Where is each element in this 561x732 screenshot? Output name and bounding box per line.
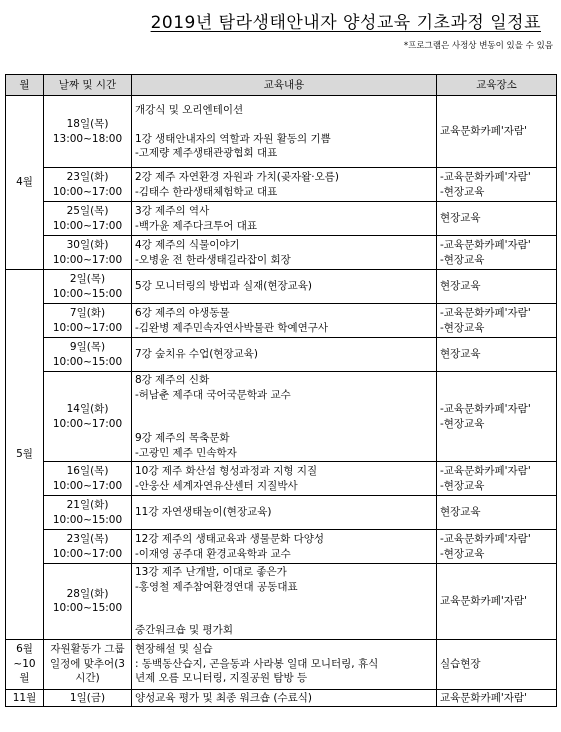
place-cell <box>437 270 557 304</box>
time-text: 10:00~17:00 <box>52 479 123 492</box>
date-time-cell <box>44 202 132 236</box>
place-cell <box>437 202 557 236</box>
date-text: 23일(목) <box>66 533 109 545</box>
date-time-cell <box>44 372 132 462</box>
time-text: 13:00~18:00 <box>52 132 123 145</box>
schedule-table <box>5 74 557 707</box>
content-cell <box>132 236 437 270</box>
date-time-cell <box>44 168 132 202</box>
spacer <box>135 594 433 609</box>
place-line: 현장교육 <box>440 348 481 361</box>
content-cell <box>132 338 437 372</box>
date-time-cell <box>44 236 132 270</box>
time-text: 10:00~15:00 <box>52 287 123 300</box>
content-line: -허남춘 제주대 국어국문학과 교수 <box>135 388 291 401</box>
table-row <box>6 496 557 530</box>
time-text: 10:00~15:00 <box>52 513 123 526</box>
table-row <box>6 270 557 304</box>
date-time-cell <box>44 530 132 564</box>
place-line: 실습현장 <box>440 657 481 670</box>
place-cell <box>437 639 557 689</box>
time-text: 10:00~15:00 <box>52 602 123 615</box>
table-row <box>6 168 557 202</box>
place-cell <box>437 372 557 462</box>
date-time-cell <box>44 96 132 168</box>
content-cell <box>132 564 437 640</box>
place-line: -현장교육 <box>440 253 485 266</box>
table-row <box>6 462 557 496</box>
time-text: 10:00~17:00 <box>52 417 123 430</box>
content-line: 7강 숲치유 수업(현장교육) <box>135 348 258 361</box>
content-line: 양성교육 평가 및 최종 워크숍 (수료식) <box>135 691 313 704</box>
place-cell <box>437 338 557 372</box>
place-line: -현장교육 <box>440 479 485 492</box>
content-line: -백가윤 제주다크투어 대표 <box>135 219 258 232</box>
place-line: -교육문화카페'자람' <box>440 465 531 477</box>
date-time-cell <box>44 338 132 372</box>
content-cell <box>132 96 437 168</box>
date-text: 18일(목) <box>66 118 109 130</box>
place-line: -현장교육 <box>440 547 485 560</box>
date-text: 2일(목) <box>69 273 106 285</box>
content-line: 12강 제주의 생태교육과 생물문화 다양성 <box>135 533 324 545</box>
content-line: 11강 자연생태놀이(현장교육) <box>135 506 272 519</box>
content-cell <box>132 372 437 462</box>
content-line: -고광민 제주 민속학자 <box>135 446 237 459</box>
date-text: 자원활동가 그룹 일정에 맞추어(3시간) <box>50 643 125 685</box>
place-line: 교육문화카페'자람' <box>440 125 527 138</box>
content-cell <box>132 462 437 496</box>
month-cell: 6월 ~10 월 <box>6 639 44 689</box>
place-cell <box>437 168 557 202</box>
place-line: -현장교육 <box>440 321 485 334</box>
place-line: 현장교육 <box>440 212 481 225</box>
content-line: 4강 제주의 식물이야기 <box>135 239 240 251</box>
content-line: -안웅산 세계자연유산센터 지질박사 <box>135 479 298 492</box>
date-text: 28일(화) <box>66 587 109 600</box>
content-line: -김완병 제주민속자연사박물관 학예연구사 <box>135 321 329 334</box>
content-line: -김태수 한라생태체험학교 대표 <box>135 185 278 198</box>
place-cell <box>437 564 557 640</box>
table-row <box>6 372 557 462</box>
table-row <box>6 338 557 372</box>
place-cell <box>437 689 557 707</box>
date-time-cell <box>44 462 132 496</box>
content-line: 5강 모니터링의 방법과 실재(현장교육) <box>135 280 313 293</box>
date-text: 14일(화) <box>66 403 109 415</box>
header-place: 교육장소 <box>437 75 557 96</box>
content-line: -오병윤 전 한라생태길라잡이 회장 <box>135 253 291 266</box>
content-line: : 동백동산습지, 곤을동과 사라봉 일대 모니터링, 휴식 <box>135 657 379 670</box>
content-line: 8강 제주의 신화 <box>135 374 210 386</box>
content-line: 9강 제주의 목축문화 <box>135 432 230 444</box>
place-line: 교육문화카페'자람' <box>440 595 527 607</box>
place-line: -교육문화카페'자람' <box>440 533 531 545</box>
content-line: 10강 제주 화산섬 형성과정과 지형 지질 <box>135 465 318 477</box>
spacer <box>135 609 433 624</box>
date-text: 23일(화) <box>66 171 109 183</box>
place-line: -교육문화카페'자람' <box>440 239 531 251</box>
table-row <box>6 202 557 236</box>
spacer <box>135 117 433 132</box>
place-line: 현장교육 <box>440 506 481 519</box>
content-cell <box>132 304 437 338</box>
date-text: 16일(목) <box>66 465 109 477</box>
content-cell <box>132 639 437 689</box>
table-row <box>6 236 557 270</box>
table-header-row <box>6 75 557 96</box>
date-time-cell <box>44 564 132 640</box>
content-cell <box>132 689 437 707</box>
date-text: 9일(목) <box>69 341 106 353</box>
content-line: 6강 제주의 야생동물 <box>135 307 230 319</box>
content-line: -홍영철 제주참여환경연대 공동대표 <box>135 580 298 593</box>
date-time-cell <box>44 689 132 707</box>
content-line: 13강 제주 난개발, 이대로 좋은가 <box>135 566 287 578</box>
place-line: -교육문화카페'자람' <box>440 403 531 415</box>
content-line: 중간워크숍 및 평가회 <box>135 624 233 636</box>
time-text: 10:00~17:00 <box>52 321 123 334</box>
content-line: 년제 오름 모니터링, 지질공원 탐방 등 <box>135 672 308 685</box>
date-text: 30일(화) <box>66 239 109 251</box>
date-time-cell <box>44 304 132 338</box>
date-time-cell <box>44 639 132 689</box>
place-cell <box>437 530 557 564</box>
page-title: 2019년 탐라생태안내자 양성교육 기초과정 일정표 <box>150 13 541 33</box>
table-row <box>6 96 557 168</box>
content-line: 1강 생태안내자의 역할과 자원 활동의 기쁨 <box>135 132 331 145</box>
table-row <box>6 689 557 707</box>
content-cell <box>132 168 437 202</box>
content-line: -이재영 공주대 환경교육학과 교수 <box>135 547 291 560</box>
place-cell <box>437 236 557 270</box>
spacer <box>135 417 433 432</box>
date-text: 21일(화) <box>66 499 109 511</box>
date-text: 25일(목) <box>66 205 109 217</box>
date-time-cell <box>44 270 132 304</box>
place-line: 현장교육 <box>440 280 481 293</box>
content-line: 개강식 및 오리엔테이션 <box>135 103 244 116</box>
content-cell <box>132 202 437 236</box>
date-text: 7일(화) <box>69 307 106 319</box>
date-text: 1일(금) <box>69 691 106 704</box>
month-cell: 4월 <box>6 96 44 270</box>
content-line: 2강 제주 자연환경 자원과 가치(곶자왈·오름) <box>135 171 339 183</box>
time-text: 10:00~17:00 <box>52 185 123 198</box>
time-text: 10:00~17:00 <box>52 547 123 560</box>
place-line: 교육문화카페'자람' <box>440 691 527 704</box>
place-cell <box>437 304 557 338</box>
place-cell <box>437 96 557 168</box>
month-cell: 11월 <box>6 689 44 707</box>
time-text: 10:00~15:00 <box>52 355 123 368</box>
header-date-time: 날짜 및 시간 <box>44 75 132 96</box>
content-line: -고제량 제주생태관광협회 대표 <box>135 147 278 159</box>
place-line: -현장교육 <box>440 417 485 430</box>
table-row <box>6 564 557 640</box>
table-row <box>6 639 557 689</box>
spacer <box>135 402 433 417</box>
header-month: 월 <box>6 75 44 96</box>
table-row <box>6 304 557 338</box>
content-cell <box>132 270 437 304</box>
table-row <box>6 530 557 564</box>
place-line: -교육문화카페'자람' <box>440 307 531 319</box>
place-cell <box>437 462 557 496</box>
header-content: 교육내용 <box>132 75 437 96</box>
schedule-note: *프로그램은 사정상 변동이 있을 수 있음 <box>403 41 553 51</box>
time-text: 10:00~17:00 <box>52 219 123 232</box>
content-line: 3강 제주의 역사 <box>135 205 210 217</box>
month-cell: 5월 <box>6 270 44 640</box>
content-line: 현장해설 및 실습 <box>135 643 213 656</box>
place-cell <box>437 496 557 530</box>
date-time-cell <box>44 496 132 530</box>
place-line: -교육문화카페'자람' <box>440 171 531 183</box>
content-cell <box>132 496 437 530</box>
content-cell <box>132 530 437 564</box>
place-line: -현장교육 <box>440 185 485 198</box>
time-text: 10:00~17:00 <box>52 253 123 266</box>
